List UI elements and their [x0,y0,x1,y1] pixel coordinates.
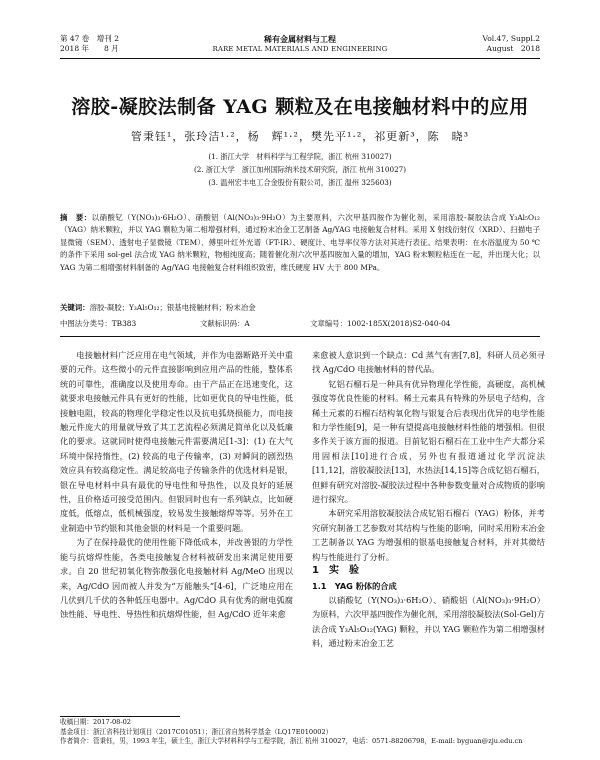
footnote [60,718,540,747]
header-rule [60,58,540,59]
footnote-rule [60,716,180,717]
body-paragraph: 本研究采用溶胶凝胶法合成钇铝石榴石（YAG）粉体，并考究研究制备工艺参数对其结构与性能的影响，同时采用粉末冶金工艺制备以 YAG 为增强相的银基电接触复合材料，并对其微结构与性能进行了分析。 [312,508,545,562]
body-paragraph: 电接触材料广泛应用在电气领域，并作为电器断路开关中重要的元件。这些微小的元件直接影响到应用产品的性能，整体系统的可靠性，准确度以及使用寿命。由于产品正在迅速变化，这就要求电接触元件具有更好的性能，比如更优良的导电性能，低接触电阻，较高的物理化学稳定性以及抗电弧烧损能力，而电接触元件庞大的用量就导致了其工艺流程必须满足简单化以及低廉化的要求。这就同时使得电接触元件需要满足[1-3]：(1) 在大气环境中保持惰性，(2) 较高的电子传输率，(3) 对瞬间的剧烈热效应具有较高稳定性。满足较高电子传输条件的优选材料是银，银在导电材料中具有最优的导电性和导热性，以及良好的延展性，且价格适可接受范围内。但银同时也有一系列缺点，比如硬度低，低熔点，低机械强度，较易发生接触熔焊等等。另外在工业制造中节约银和其他金银的材料是一个重要问题。 [60,350,293,533]
header-volume-line: 第 47 卷 增刊 2 [60,34,119,43]
abstract-text: 以硝酸钇（Y(NO₃)₃·6H₂O）、硝酸铝（Al(NO₃)₃·9H₂O）为主要原料，六次甲基四胺作为催化剂，采用溶胶-凝胶法合成 Y₃Al₅O₁₂（YAG）纳米颗粒，并以 YAG 颗粒为第二相增强材料，通过粉末冶金工艺制备 Ag/YAG 电接触复合材料。采用 X 射线衍射仪（XRD）、扫描电子显微镜（SEM）、透射电子显微镜（TEM）、傅里叶红外光谱（FT-IR）、硬度计、电导率仪等方法对其进行表征。结果表明：在水浴温度为 50 ℃的条件下采用 sol-gel 法合成 YAG 纳米颗粒，物相纯度高；随着催化剂六次甲基四胺加入量的增加，YAG 粉末颗粒粘连在一起，并出现大化；以 YAG 为第二相增强材料制备的 Ag/YAG 电接触复合材料组织致密，维氏硬度 HV 大于 800 MPa。 [60,213,540,272]
classification-line [60,318,540,330]
header-date-en-line: August 2018 [486,44,540,53]
funding: 基金项目：浙江省科技计划项目（2017C01051）；浙江省自然科学基金（LQ17E010002） [60,727,333,736]
author-list: 管秉钰¹，张玲洁¹·²，杨 辉¹·²，樊先平¹·²，祁更新³，陈 晓³ [130,130,470,143]
running-header [60,34,540,64]
header-volume-en [483,34,540,54]
author-bio: 作者简介：管秉钰，男，1993 年生，硕士生，浙江大学材料科学与工程学院，浙江 杭州 310027，电话：0571-88206798，E-mail: byguan@zju.edu.cn [60,737,523,746]
paper-title: 溶胶-凝胶法制备 YAG 颗粒及在电接触材料中的应用 [71,96,529,118]
affiliation-1: (1. 浙江大学 材料科学与工程学院，浙江 杭州 310027) [208,152,392,161]
journal-name-en: RARE METAL MATERIALS AND ENGINEERING [212,45,388,53]
keywords-label: 关键词： [60,303,90,312]
body-paragraph: 来愈被人意识到一个缺点：Cd 蒸气有害[7,8]，科研人员必须寻找 Ag/CdO 电接触材料的替代品。 [312,350,545,375]
body-paragraph: 钇铝石榴石是一种具有优异物理化学性能，高硬度，高机械强度等优良性能的材料。稀土元素具有特殊的外层电子结构，含稀土元素的石榴石结构氧化物与银复合后表现出优异的电学性能和力学性能[9]，是一种有望提高电接触材料性能的增强相。但很多作关于该方面的报道。目前钇铝石榴石在工业中生产大都分采用固相法[10]进行合成，另外也有报道通过化学沉淀法[11,12]，溶胶凝胶法[13]，水热法[14,15]等合成钇铝石榴石，但鲜有研究对溶胶-凝胶法过程中各种参数变量对合成物质的影响进行探究。 [312,378,545,505]
header-journal [60,34,540,54]
subsection-heading: 1.1 YAG 粉体的合成 [312,580,397,591]
header-volume-en-line: Vol.47, Suppl.2 [482,34,540,43]
section-heading: 1 实 验 [312,565,359,577]
received-date: 收稿日期：2017-08-02 [60,718,131,726]
affiliation-3: (3. 温州宏丰电工合金股份有限公司，浙江 温州 325603) [208,178,392,187]
abstract-rule [60,336,540,337]
header-date-line: 2018 年 8 月 [60,44,119,53]
abstract [60,212,540,274]
clc-number: 中图法分类号：TB383 [60,319,137,328]
body-paragraph: 为了在保持最优的使用性能下降低成本，并改善银的力学性能与抗熔焊性能，各类电接触复合材料被研发出来满足使用要求。自 20 世纪初氧化物弥散强化电接触材料 Ag/MeO 出现以来，Ag/CdO 因而被人并发为“万能触头”[4-6]，广泛地应用在几伏到几千伏的各种低压电器中。Ag/CdO 具有优秀的耐电弧腐蚀性能、导电性、导热性和抗熔焊性能，但 Ag/CdO 近年来愈 [60,537,293,620]
affiliation-2: (2. 浙江大学 浙江加州国际纳米技术研究院，浙江 杭州 310027) [193,165,407,174]
journal-name-cn: 稀有金属材料与工程 [264,34,336,44]
body-column-left [60,348,293,622]
body-paragraph: 以硝酸钇（Y(NO₃)₃·6H₂O）、硝酸铝（Al(NO₃)₃·9H₂O）为原料，六次甲基四胺作为催化剂，采用溶胶凝胶法(Sol-Gel)方法合成 Y₃Al₅O₁₂(YAG) 颗粒，并以 YAG 颗粒作为第二相增强材料，通过粉末冶金工艺 [312,594,545,649]
abstract-label: 摘 要： [60,213,92,222]
affiliations [60,150,540,189]
keywords-text: 溶胶-凝胶；Y₃Al₅O₁₂；银基电接触材料；粉末冶金 [89,303,256,312]
document-code: 文献标识码：A [200,319,250,328]
keywords [60,302,540,314]
article-number: 文章编号：1002-185X(2018)S2-040-04 [310,319,451,328]
body-column-right [312,348,545,651]
